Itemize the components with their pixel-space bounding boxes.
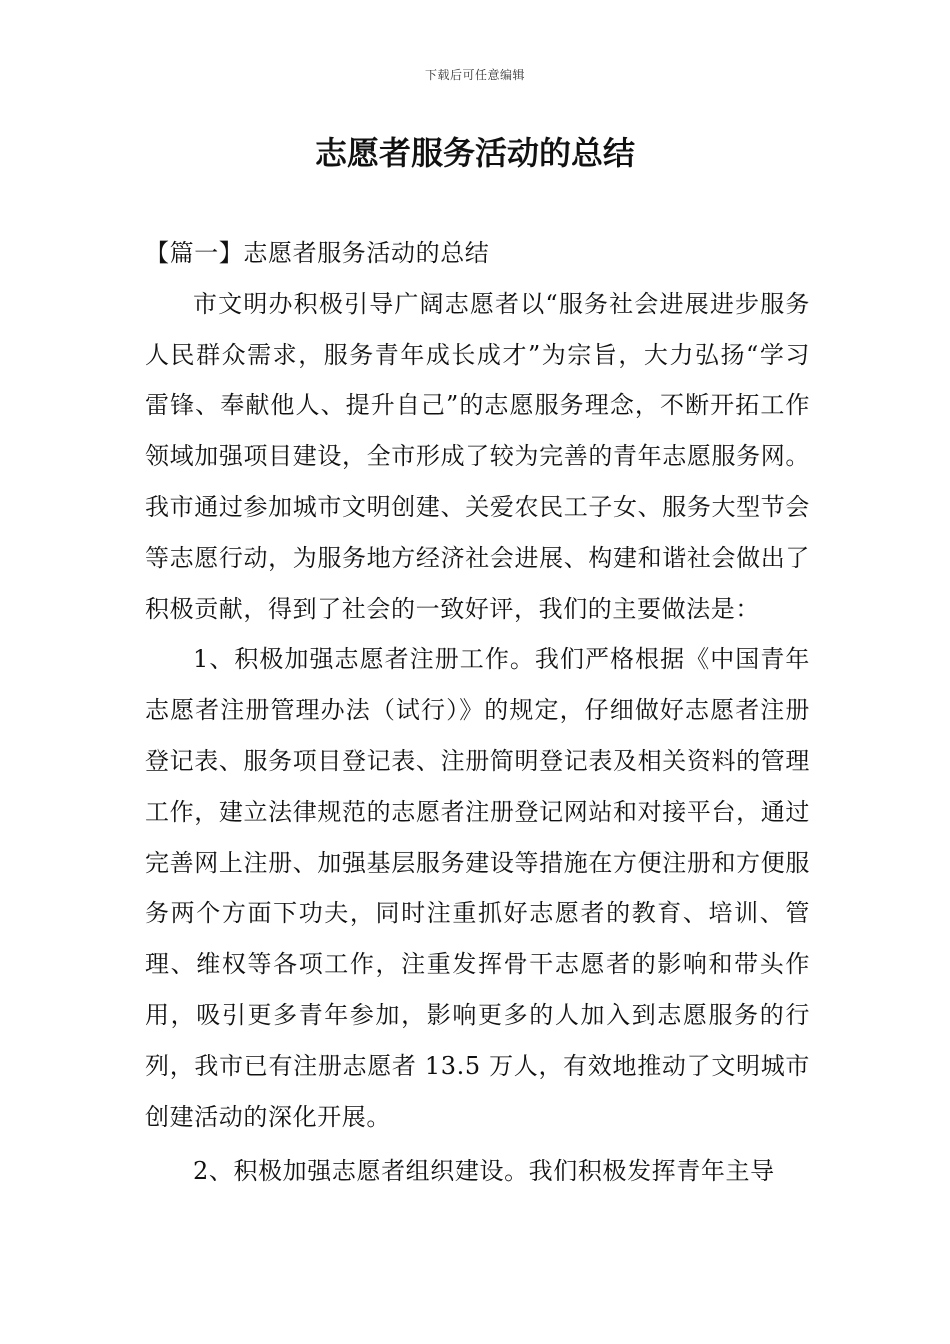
- section-heading: 【篇一】志愿者服务活动的总结: [145, 239, 490, 267]
- header-note: 下载后可任意编辑: [424, 68, 525, 82]
- document-body: [145, 228, 810, 1197]
- paragraph-intro: 市文明办积极引导广阔志愿者以“服务社会进展进步服务人民群众需求，服务青年成长成才”为宗旨，大力弘扬“学习雷锋、奉献他人、提升自己”的志愿服务理念，不断开拓工作领域加强项目建设，全市形成了较为完善的青年志愿服务网。我市通过参加城市文明创建、关爱农民工子女、服务大型节会等志愿行动，为服务地方经济社会进展、构建和谐社会做出了积极贡献，得到了社会的一致好评，我们的主要做法是：: [145, 289, 810, 623]
- paragraph-organization: 2、积极加强志愿者组织建设。我们积极发挥青年主导: [193, 1157, 775, 1186]
- document-title: 志愿者服务活动的总结: [314, 134, 635, 172]
- paragraph-registration: 1、积极加强志愿者注册工作。我们严格根据《中国青年志愿者注册管理办法（试行）》的规定，仔细做好志愿者注册登记表、服务项目登记表、注册简明登记表及相关资料的管理工作，建立法律规范的志愿者注册登记网站和对接平台，通过完善网上注册、加强基层服务建设等措施在方便注册和方便服务两个方面下功夫，同时注重抓好志愿者的教育、培训、管理、维权等各项工作，注重发挥骨干志愿者的影响和带头作用，吸引更多青年参加，影响更多的人加入到志愿服务的行列，我市已有注册志愿者 13.5 万人，有效地推动了文明城市创建活动的深化开展。: [145, 645, 810, 1131]
